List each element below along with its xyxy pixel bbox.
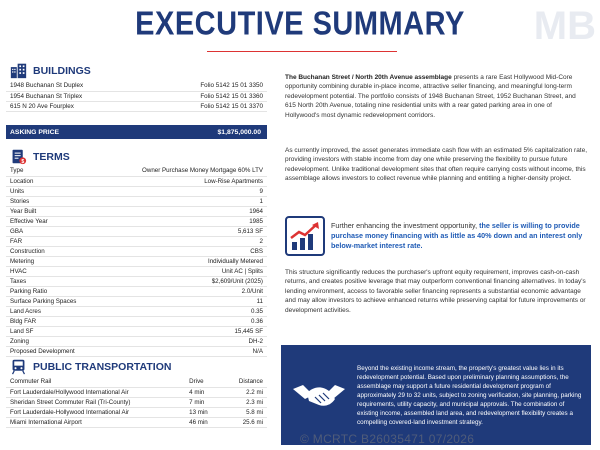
asking-price-label: ASKING PRICE bbox=[10, 128, 60, 136]
transport-distance: 2.3 mi bbox=[222, 397, 267, 407]
cashflow-paragraph: As currently improved, the asset generates immediate cash flow with an estimated 5% capitalization rate, providing investors with stable income from day one while preserving the flexibility to pursue future redevelopment. Unlike traditional development sites that often require carrying costs without income, this assemblage allows investors to collect revenue while planning and entitling a higher-density project. bbox=[285, 147, 588, 183]
transport-destination: Fort Lauderdale-Hollywood International Air bbox=[6, 407, 185, 417]
terms-icon bbox=[10, 148, 27, 165]
page-title: EXECUTIVE SUMMARY bbox=[135, 5, 465, 43]
terms-key: Effective Year bbox=[6, 216, 101, 226]
terms-key: Metering bbox=[6, 256, 101, 266]
terms-value: 0.35 bbox=[101, 306, 267, 316]
buildings-heading: BUILDINGS bbox=[33, 64, 91, 77]
transport-distance: 5.8 mi bbox=[222, 407, 267, 417]
transport-drive-time: 13 min bbox=[185, 407, 222, 417]
terms-row bbox=[6, 226, 267, 236]
terms-key: Year Built bbox=[6, 206, 101, 216]
terms-value: Unit AC | Splits bbox=[101, 266, 267, 276]
building-folio: Folio 5142 15 01 3370 bbox=[146, 101, 267, 111]
terms-value: $2,609/Unit (2025) bbox=[101, 276, 267, 286]
terms-heading: TERMS bbox=[33, 150, 70, 163]
terms-row bbox=[6, 216, 267, 226]
terms-row bbox=[6, 246, 267, 256]
terms-value: 0.36 bbox=[101, 316, 267, 326]
terms-key: Type bbox=[6, 166, 101, 176]
building-row bbox=[6, 101, 267, 111]
terms-value: 9 bbox=[101, 186, 267, 196]
terms-row bbox=[6, 316, 267, 326]
terms-value: DH-2 bbox=[101, 336, 267, 346]
terms-value: 1964 bbox=[101, 206, 267, 216]
terms-value: Low-Rise Apartments bbox=[101, 176, 267, 186]
building-name: 615 N 20 Ave Fourplex bbox=[6, 101, 146, 111]
terms-row bbox=[6, 166, 267, 176]
terms-key: Proposed Development bbox=[6, 346, 101, 356]
asking-price-bar bbox=[6, 125, 267, 139]
asking-price-value: $1,875,000.00 bbox=[217, 128, 261, 136]
buildings-header bbox=[10, 62, 91, 79]
transport-drive-time: 46 min bbox=[185, 417, 222, 427]
intro-rest: presents a rare East Hollywood Mid-Core opportunity combining durable in-place income, attractive seller financing, and meaningful long-term redevelopment potential. The portfolio consists of 1948 Buchanan Street, 1952 Buchanan Street, and 615 North 20th Avenue, totaling nine residential units with a rear gated parking area in one of Hollywood's most dynamic redevelopment corridors. bbox=[285, 74, 576, 119]
terms-key: HVAC bbox=[6, 266, 101, 276]
terms-row bbox=[6, 206, 267, 216]
terms-row bbox=[6, 336, 267, 346]
transport-distance: 2.2 mi bbox=[222, 387, 267, 397]
terms-key: FAR bbox=[6, 236, 101, 246]
buildings-table bbox=[6, 81, 267, 112]
brand-mark: MB bbox=[533, 4, 596, 48]
svg-text:$: $ bbox=[21, 158, 25, 165]
terms-row bbox=[6, 346, 267, 356]
transport-row bbox=[6, 397, 267, 407]
terms-row bbox=[6, 286, 267, 296]
transport-column-header: Distance bbox=[222, 377, 267, 387]
terms-key: Units bbox=[6, 186, 101, 196]
terms-value: 11 bbox=[101, 296, 267, 306]
terms-key: Land Acres bbox=[6, 306, 101, 316]
terms-header bbox=[10, 148, 70, 165]
terms-row bbox=[6, 276, 267, 286]
terms-value: 2 bbox=[101, 236, 267, 246]
terms-key: Construction bbox=[6, 246, 101, 256]
transport-header bbox=[10, 358, 171, 375]
transport-destination: Sheridan Street Commuter Rail (Tri-County) bbox=[6, 397, 185, 407]
growth-chart-icon bbox=[285, 216, 325, 256]
terms-value: 2.0/Unit bbox=[101, 286, 267, 296]
terms-row bbox=[6, 306, 267, 316]
terms-value: Owner Purchase Money Mortgage 60% LTV bbox=[101, 166, 267, 176]
building-folio: Folio 5142 15 01 3360 bbox=[146, 91, 267, 101]
building-row bbox=[6, 91, 267, 101]
terms-key: GBA bbox=[6, 226, 101, 236]
terms-value: 15,445 SF bbox=[101, 326, 267, 336]
structure-paragraph: This structure significantly reduces the purchaser's upfront equity requirement, improves cash-on-cash returns, and creates positive leverage that may outperform conventional financing alternatives. In today's lending environment, access to favorable seller financing represents a substantial economic advantage and may allow investors to achieve enhanced returns while preserving capital for future improvements or development activities. bbox=[285, 269, 586, 314]
terms-table bbox=[6, 166, 267, 357]
transport-header-row bbox=[6, 377, 267, 387]
terms-key: Stories bbox=[6, 196, 101, 206]
transport-column-header: Commuter Rail bbox=[6, 377, 185, 387]
callout-plain: Further enhancing the investment opportunity, bbox=[331, 221, 480, 230]
terms-row bbox=[6, 236, 267, 246]
terms-row bbox=[6, 326, 267, 336]
terms-value: CBS bbox=[101, 246, 267, 256]
terms-row bbox=[6, 196, 267, 206]
watermark: © MCRTC B26035471 07/2026 bbox=[300, 432, 475, 446]
terms-row bbox=[6, 176, 267, 186]
transport-row bbox=[6, 407, 267, 417]
transport-heading: PUBLIC TRANSPORTATION bbox=[33, 360, 172, 373]
transport-icon bbox=[10, 358, 27, 375]
building-name: 1948 Buchanan St Duplex bbox=[6, 81, 146, 91]
terms-row bbox=[6, 266, 267, 276]
transport-drive-time: 7 min bbox=[185, 397, 222, 407]
building-row bbox=[6, 81, 267, 91]
intro-paragraph bbox=[285, 73, 588, 120]
callout-bold: the seller is willing to provide purchase money financing with as little as 40% down and an interest only below-market interest rate. bbox=[331, 221, 583, 250]
terms-key: Surface Parking Spaces bbox=[6, 296, 101, 306]
terms-value: 1985 bbox=[101, 216, 267, 226]
transport-row bbox=[6, 417, 267, 427]
title-underline bbox=[207, 51, 397, 52]
transport-destination: Fort Lauderdale/Hollywood International Air bbox=[6, 387, 185, 397]
callout-text bbox=[331, 221, 590, 251]
transport-drive-time: 4 min bbox=[185, 387, 222, 397]
terms-key: Location bbox=[6, 176, 101, 186]
redevelopment-box bbox=[281, 345, 591, 445]
handshake-icon bbox=[291, 375, 347, 415]
terms-value: Individually Metered bbox=[101, 256, 267, 266]
transport-row bbox=[6, 387, 267, 397]
transport-destination: Miami International Airport bbox=[6, 417, 185, 427]
buildings-icon bbox=[10, 62, 27, 79]
terms-value: N/A bbox=[101, 346, 267, 356]
terms-value: 1 bbox=[101, 196, 267, 206]
terms-key: Zoning bbox=[6, 336, 101, 346]
terms-row bbox=[6, 296, 267, 306]
redevelopment-text: Beyond the existing income stream, the property's greatest value lies in its redevelopment potential. Based upon preliminary planning assumptions, the assemblage may support a future residential development program of approximately 29 to 32 units, subject to zoning verification, site planning, parking requirements, utility capacity, and municipal approvals. The combination of existing income, assembled land area, and redevelopment flexibility creates a compelling covered-land investment strategy. bbox=[357, 364, 582, 426]
building-name: 1954 Buchanan St Triplex bbox=[6, 91, 146, 101]
transport-distance: 25.6 mi bbox=[222, 417, 267, 427]
transport-table bbox=[6, 377, 267, 428]
intro-lead: The Buchanan Street / North 20th Avenue assemblage bbox=[285, 74, 452, 81]
terms-row bbox=[6, 256, 267, 266]
terms-key: Parking Ratio bbox=[6, 286, 101, 296]
terms-key: Bldg FAR bbox=[6, 316, 101, 326]
terms-key: Taxes bbox=[6, 276, 101, 286]
transport-column-header: Drive bbox=[185, 377, 222, 387]
terms-key: Land SF bbox=[6, 326, 101, 336]
financing-callout bbox=[285, 212, 590, 260]
building-folio: Folio 5142 15 01 3350 bbox=[146, 81, 267, 91]
terms-row bbox=[6, 186, 267, 196]
terms-value: 5,613 SF bbox=[101, 226, 267, 236]
